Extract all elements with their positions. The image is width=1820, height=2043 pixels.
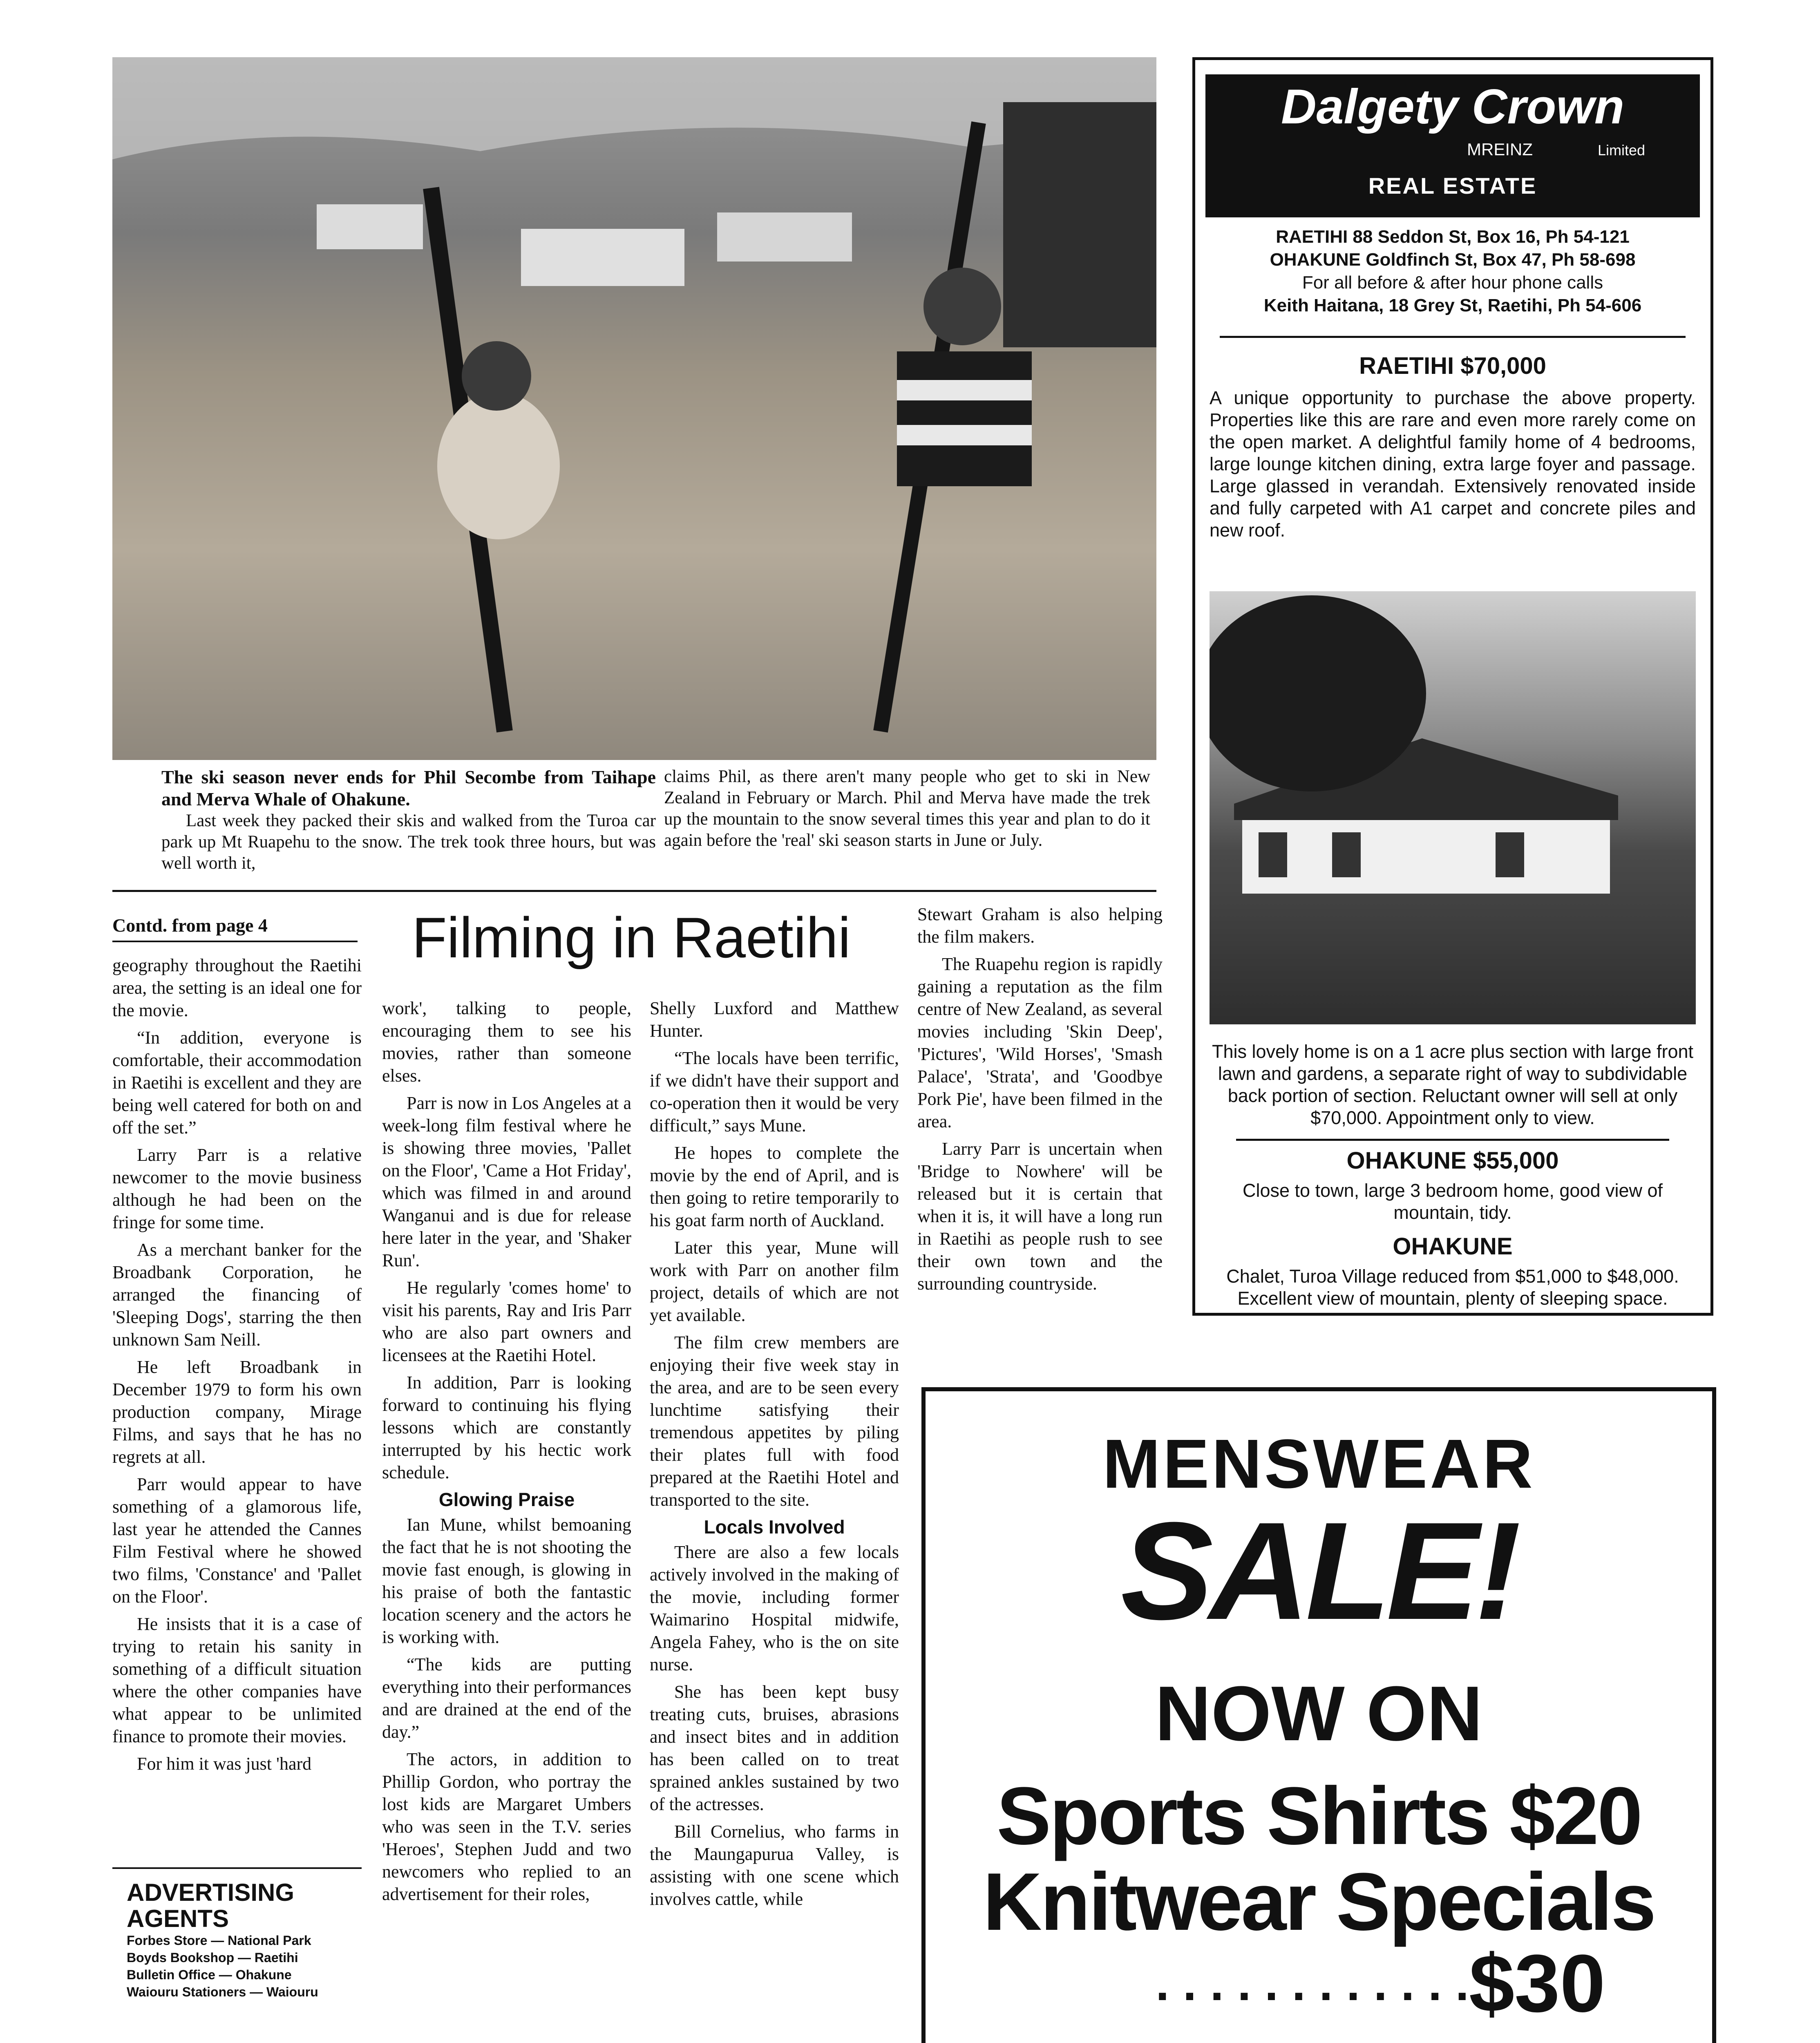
subhead-glowing-praise: Glowing Praise [438,1489,575,1510]
dalgety-brand: Dalgety Crown [1281,79,1625,134]
dalgety-logo [1205,74,1700,217]
col3-para: “The locals have been terrific, if we didn't have their support and co-operation then it would be very difficult,” says Mune. [650,1048,899,1135]
dalgety-contact-note: For all before & after hour phone calls [1302,273,1603,293]
col3-para: Shelly Luxford and Matthew Hunter. [650,998,899,1041]
dalgety-divider-2 [1236,1139,1669,1141]
col3-para: The film crew members are enjoying their five week stay in the area, and are to be seen every lunchtime satisfying their tremendous appetites by piling their plates full with food prepared at the Raetihi Hotel and transported to the site. [650,1332,899,1510]
house-photo [1210,591,1696,1024]
sale-heading: SALE! [1120,1493,1517,1649]
col1-para: For him it was just 'hard [137,1754,312,1774]
caption-right-text: claims Phil, as there aren't many people who get to ski in New Zealand in February or March. Phil and Merva have made the trek up the mountain to the snow several times this year and plan to do it again before the 'real' ski season starts in June or July. [664,767,1150,850]
dalgety-contact-ohakune: OHAKUNE Goldfinch St, Box 47, Ph 58-698 [1270,250,1636,270]
dalgety-limited: Limited [1598,142,1646,159]
col2-para: “The kids are putting everything into their performances and are drained at the end of the day.” [382,1654,631,1742]
agents-line: Forbes Store — National Park [127,1933,311,1948]
col3-para: Later this year, Mune will work with Parr on another film project, details of which are not yet available. [650,1238,899,1325]
agents-title: ADVERTISING AGENTS [127,1879,295,1932]
col3-para: He hopes to complete the movie by the end of April, and is then going to retire temporarily to his goat farm north of Auckland. [650,1143,899,1230]
col4-para: The Ruapehu region is rapidly gaining a reputation as the film centre of New Zealand, as several movies including 'Skin Deep', 'Pictures', 'Wild Horses', 'Smash Palace', 'Strata', and 'Goodbye Pork Pie', have been filmed in the area. [917,954,1163,1131]
listing2-text: Close to town, large 3 bedroom home, good view of mountain, tidy. [1242,1180,1663,1223]
agents-rule [112,1867,362,1869]
caption-left-text: Last week they packed their skis and walked from the Turoa car park up Mt Ruapehu to the snow. The trek took three hours, but was well worth it, [161,811,656,873]
dalgety-divider [1220,336,1686,338]
dalgety-ad [1192,57,1713,1316]
subhead-locals-involved: Locals Involved [704,1516,845,1538]
col2-para: work', talking to people, encouraging them to see his movies, rather than someone elses. [382,998,631,1086]
col1-para: He insists that it is a case of trying to retain his sanity in something of a difficult situation where the other companies have what appear to be unlimited finance to promote their movies. [112,1614,362,1746]
article-col-1 [112,954,362,1857]
dalgety-mreinz: MREINZ [1467,140,1533,159]
col2-para: Parr is now in Los Angeles at a week-long film festival where he is showing three movies, 'Pallet on the Floor', 'Came a Hot Friday', which was filmed in and around Wanganui and is due for release here later in the year, and 'Shaker Run'. [382,1093,631,1270]
agents-line: Waiouru Stationers — Waiouru [127,1985,318,1999]
knitwear-line: Knitwear Specials [983,1856,1655,1947]
col2-para: He regularly 'comes home' to visit his parents, Ray and Iris Parr who are also part owners and licensees at the Raetihi Hotel. [382,1278,631,1365]
col4-para: Larry Parr is uncertain when 'Bridge to Nowhere' will be released but it is certain that when it is, it will have a long run in Raetihi as people rush to see their own town and the surrounding countryside. [917,1139,1163,1294]
ski-photo [112,57,1156,760]
col2-para: In addition, Parr is looking forward to continuing his flying lessons which are constantly interrupted by his hectic work schedule. [382,1372,631,1482]
photo-caption [112,766,1156,889]
col4-para: Stewart Graham is also helping the film makers. [917,904,1163,947]
caption-rule [112,890,1156,892]
dalgety-real-estate: REAL ESTATE [1368,173,1537,199]
col1-para: “In addition, everyone is comfortable, their accommodation in Raetihi is excellent and they are being well catered for both on and off the set.” [112,1028,362,1138]
col1-para: As a merchant banker for the Broadbank Corporation, he arranged the financing of 'Sleeping Dogs', starring the then unknown Sam Neill. [112,1240,362,1350]
menswear-heading: MENSWEAR [1102,1425,1535,1503]
article-col-2 [382,997,631,2014]
dalgety-contacts [1195,226,1710,317]
sports-shirts-line: Sports Shirts $20 [996,1770,1641,1862]
col2-para: Ian Mune, whilst bemoaning the fact that he is not shooting the movie fast enough, is glowing in his praise of both the fantastic location scenery and the actors he is working with. [382,1515,631,1647]
advertising-agents [127,1880,364,2001]
listing1-more: This lovely home is on a 1 acre plus section with large front lawn and gardens, a separate right of way to subdividable back portion of section. Reluctant owner will sell at only $70,000. Appointment only to view. [1212,1041,1694,1128]
col1-para: Parr would appear to have something of a glamorous life, last year he attended the Cannes Film Festival where he showed two films, 'Constance' and 'Pallet on the Floor'. [112,1474,362,1607]
col3-para: Bill Cornelius, who farms in the Maungapurua Valley, is assisting with one scene which involves cattle, while [650,1822,899,1909]
knitwear-price: $30 [1469,1938,1605,2029]
caption-headline: The ski season never ends for Phil Secombe from Taihape and Merva Whale of Ohakune. [161,767,656,809]
littles-menswear-ad [921,1387,1716,2043]
dalgety-contact-raetihi: RAETIHI 88 Seddon St, Box 16, Ph 54-121 [1276,227,1630,247]
contd-from-page: Contd. from page 4 [112,915,268,936]
now-on-heading: NOW ON [1155,1670,1483,1757]
price-dots: . . . . . . . . . . . . [1156,1956,1469,2011]
col2-para: The actors, in addition to Phillip Gordon, who portray the lost kids are Margaret Umbers who was seen in the T.V. series 'Heroes', Stephen Judd and two newcomers who replied to an advertisement for their roles, [382,1749,631,1904]
listing2-title: OHAKUNE $55,000 [1346,1147,1559,1174]
dalgety-contact-keith: Keith Haitana, 18 Grey St, Raetihi, Ph 54-606 [1263,295,1642,315]
col1-para: He left Broadbank in December 1979 to form his own production company, Mirage Films, and says that he has no regrets at all. [112,1357,362,1467]
ski-photo-illustration [112,57,1156,760]
article-col-3 [650,997,899,2014]
col1-para: geography throughout the Raetihi area, the setting is an ideal one for the movie. [112,955,362,1020]
listing3-title: OHAKUNE [1393,1233,1513,1260]
listing1-title: RAETIHI $70,000 [1359,353,1546,379]
agents-line: Bulletin Office — Ohakune [127,1967,292,1982]
contd-rule [112,941,358,942]
listing3-text: Chalet, Turoa Village reduced from $51,000 to $48,000. Excellent view of mountain, plenty of sleeping space. [1226,1266,1679,1309]
article-col-4 [917,903,1163,1344]
agents-line: Boyds Bookshop — Raetihi [127,1950,298,1965]
col1-para: Larry Parr is a relative newcomer to the movie business although he had been on the fringe for some time. [112,1145,362,1232]
article-headline: Filming in Raetihi [412,905,851,970]
col3-para: She has been kept busy treating cuts, bruises, abrasions and insect bites and in addition has been called on to treat sprained ankles sustained by two of the actresses. [650,1682,899,1814]
col3-para: There are also a few locals actively involved in the making of the movie, including former Waimarino Hospital midwife, Angela Fahey, who is the on site nurse. [650,1542,899,1674]
listing1-text: A unique opportunity to purchase the above property. Properties like this are rare and even more rarely come on the open market. A delightful family home of 4 bedrooms, large lounge kitchen dining, extra large foyer and passage. Large glassed in verandah. Extensively renovated inside and fully carpeted with A1 carpet and concrete piles and new roof. [1210,387,1696,541]
